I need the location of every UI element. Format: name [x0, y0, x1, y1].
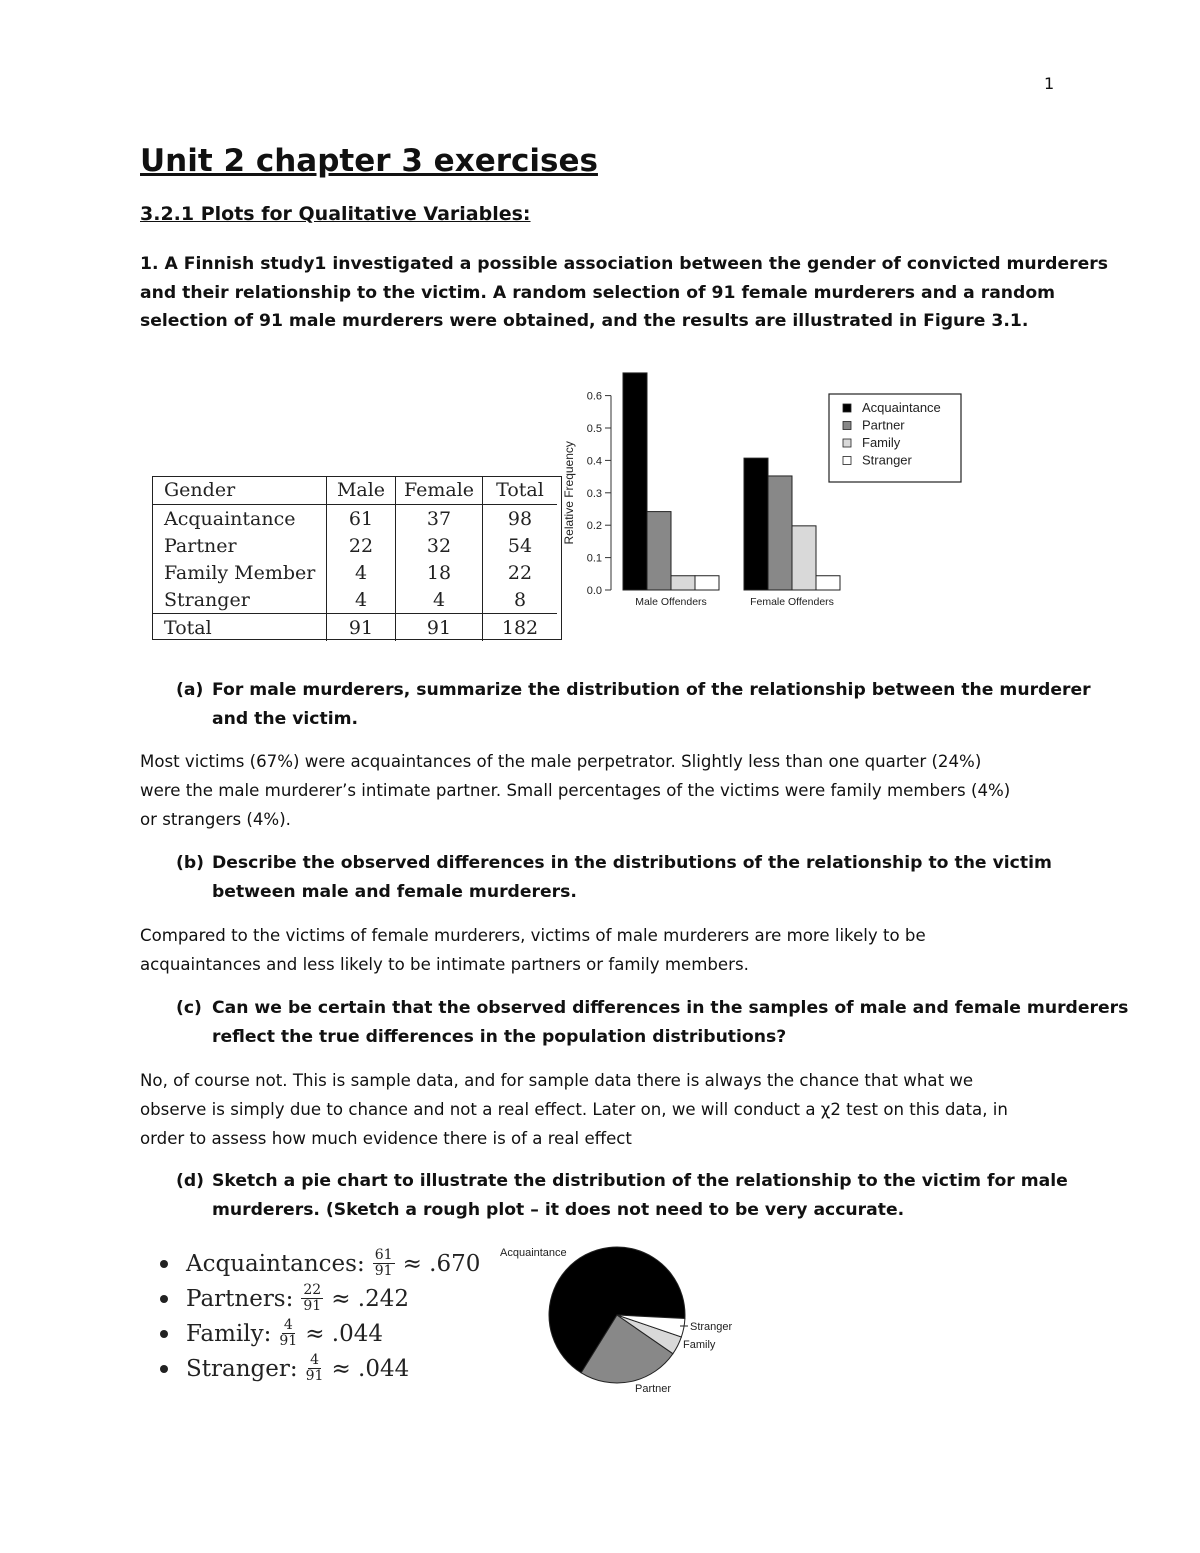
- pie-label: Partner: [635, 1383, 672, 1395]
- question-label: (c): [176, 998, 202, 1018]
- fraction-numerator: 61: [374, 1247, 393, 1263]
- legend-label: Stranger: [862, 452, 912, 468]
- bar: [768, 476, 792, 590]
- table-cell: 91: [396, 614, 483, 642]
- question-intro-line: and their relationship to the victim. A random selection of 91 female murderers and a random: [140, 282, 1056, 303]
- x-category-label: Female Offenders: [750, 596, 834, 608]
- table-cell: 61: [327, 505, 396, 533]
- table-cell: 98: [507, 507, 533, 530]
- fraction-approx: ≈ .670: [402, 1250, 481, 1277]
- answer-line: acquaintances and less likely to be intimate partners or family members.: [140, 955, 749, 974]
- table-header-cell: Gender: [152, 476, 327, 505]
- legend-label: Partner: [862, 417, 905, 433]
- question-text: reflect the true differences in the population distributions?: [212, 1026, 787, 1047]
- question-label: (b): [176, 853, 205, 873]
- question-text: For male murderers, summarize the distribution of the relationship between the murderer: [212, 680, 1091, 700]
- page-number: 1: [1044, 74, 1055, 93]
- fraction-label: Acquaintances:: [186, 1250, 365, 1277]
- male-murderers-pie-chart: [490, 1238, 750, 1398]
- table-row: [152, 532, 557, 559]
- pie-label: Acquaintance: [500, 1247, 567, 1259]
- table-cell: 32: [396, 532, 483, 559]
- table-cell: 18: [396, 559, 483, 586]
- y-tick-label: 0.2: [586, 520, 602, 533]
- x-category-label: Male Offenders: [635, 596, 707, 608]
- fraction-list: [160, 1246, 480, 1386]
- fraction: [301, 1283, 323, 1314]
- pie-label: Family: [683, 1339, 716, 1351]
- legend-label: Family: [862, 435, 901, 450]
- table-total-row: [152, 614, 557, 642]
- fraction-approx: ≈ .044: [305, 1320, 383, 1347]
- question-text: Describe the observed differences in the distributions of the relationship to the victim: [212, 853, 1052, 873]
- fraction-denominator: 91: [279, 1333, 298, 1349]
- answer-line: Compared to the victims of female murderers, victims of male murderers are more likely to be: [140, 926, 926, 945]
- table-cell: 4: [396, 586, 483, 614]
- answer-c: [140, 1066, 1008, 1153]
- question-label: (a): [176, 680, 204, 700]
- pie-label: Stranger: [690, 1321, 733, 1333]
- fraction-denominator: 91: [303, 1298, 322, 1314]
- table-cell: 54: [507, 534, 533, 557]
- y-tick-label: 0.6: [586, 390, 602, 403]
- fraction-denominator: 91: [305, 1368, 324, 1384]
- section-heading: 3.2.1 Plots for Qualitative Variables:: [140, 203, 531, 225]
- table-cell: 182: [483, 614, 558, 642]
- table-cell: 91: [327, 614, 396, 642]
- table-cell: Stranger: [152, 586, 327, 614]
- fraction-approx: ≈ .044: [331, 1355, 410, 1382]
- fraction-numerator: 22: [303, 1282, 322, 1298]
- question-intro-line: selection of 91 male murderers were obtained, and the results are illustrated in Figure 3.1.: [140, 311, 1029, 331]
- question-label: (d): [176, 1171, 205, 1191]
- answer-line: or strangers (4%).: [140, 810, 291, 829]
- table-row: [152, 505, 557, 533]
- fraction-numerator: 4: [283, 1317, 293, 1333]
- y-tick-label: 0.1: [586, 552, 602, 565]
- bar: [623, 373, 647, 590]
- fraction-label: Stranger:: [186, 1355, 298, 1382]
- bullet-icon: [160, 1330, 168, 1338]
- question-text: between male and female murderers.: [212, 881, 577, 902]
- question-intro-line: 1. A Finnish study1 investigated a possible association between the gender of convicted murderers: [140, 254, 1108, 274]
- list-item: [160, 1316, 480, 1351]
- bar: [647, 512, 671, 590]
- legend-swatch: [843, 404, 851, 412]
- bar: [671, 576, 695, 590]
- table-cell: 37: [396, 505, 483, 533]
- answer-line: order to assess how much evidence there is of a real effect: [140, 1129, 632, 1148]
- table-cell: 22: [327, 532, 396, 559]
- y-tick-label: 0.3: [586, 487, 602, 500]
- fraction: [279, 1318, 297, 1349]
- y-tick-label: 0.0: [586, 585, 602, 597]
- fraction-label: Family:: [186, 1320, 272, 1347]
- table-cell: 22: [507, 561, 533, 584]
- table-header-row: [152, 476, 557, 505]
- answer-line: were the male murderer’s intimate partner. Small percentages of the victims were family members (4%): [140, 781, 1011, 800]
- question-text: murderers. (Sketch a rough plot – it does not need to be very accurate.: [212, 1199, 905, 1220]
- question-text: Can we be certain that the observed differences in the samples of male and female murderers: [212, 998, 1129, 1018]
- table-cell: 8: [513, 588, 527, 611]
- y-tick-label: 0.4: [586, 455, 602, 468]
- answer-line: No, of course not. This is sample data, and for sample data there is always the chance that what we: [140, 1071, 974, 1090]
- question-intro: [140, 250, 1108, 336]
- table-cell: 4: [327, 586, 396, 614]
- table-row: [152, 559, 557, 586]
- question-text: and the victim.: [212, 708, 359, 729]
- bullet-icon: [160, 1295, 168, 1303]
- bar: [792, 526, 816, 590]
- question-d: [176, 1167, 1068, 1224]
- fraction: [306, 1353, 324, 1384]
- question-c: [176, 994, 1128, 1051]
- relative-frequency-bar-chart: [555, 362, 975, 612]
- bullet-icon: [160, 1365, 168, 1373]
- answer-line: Most victims (67%) were acquaintances of the male perpetrator. Slightly less than one quarter (24%): [140, 752, 982, 771]
- answer-line: observe is simply due to chance and not a real effect. Later on, we will conduct a χ2 test on this data, in: [140, 1100, 1008, 1119]
- table-cell: Total: [152, 614, 327, 642]
- table-row: [152, 586, 557, 614]
- table-cell: Partner: [152, 532, 327, 559]
- y-tick-label: 0.5: [586, 423, 602, 435]
- page-title: Unit 2 chapter 3 exercises: [140, 143, 598, 179]
- legend-swatch: [843, 422, 851, 430]
- legend-label: Acquaintance: [862, 400, 941, 415]
- fraction-approx: ≈ .242: [331, 1285, 409, 1312]
- bar: [744, 458, 768, 590]
- fraction-denominator: 91: [374, 1263, 393, 1279]
- table-cell: Family Member: [152, 559, 327, 586]
- question-a: [176, 676, 1091, 733]
- table-cell: 4: [327, 559, 396, 586]
- fraction-numerator: 4: [310, 1352, 319, 1368]
- legend-swatch: [843, 439, 851, 447]
- question-b: [176, 849, 1052, 906]
- table-header-cell: Total: [483, 476, 558, 505]
- fraction-label: Partners:: [186, 1285, 294, 1312]
- list-item: [160, 1281, 480, 1316]
- table-header-cell: Female: [396, 476, 483, 505]
- answer-a: [140, 747, 1010, 834]
- list-item: [160, 1246, 480, 1281]
- question-text: Sketch a pie chart to illustrate the distribution of the relationship to the victim for male: [212, 1171, 1068, 1191]
- y-axis-label: Relative Frequency: [562, 441, 576, 545]
- bullet-icon: [160, 1260, 168, 1268]
- list-item: [160, 1351, 480, 1386]
- legend-swatch: [843, 457, 851, 465]
- fraction: [373, 1248, 395, 1279]
- bar: [816, 576, 840, 590]
- answer-b: [140, 921, 926, 979]
- table-cell: Acquaintance: [152, 505, 327, 533]
- table-header-cell: Male: [327, 476, 396, 505]
- contingency-table: [152, 476, 557, 641]
- bar: [695, 576, 719, 590]
